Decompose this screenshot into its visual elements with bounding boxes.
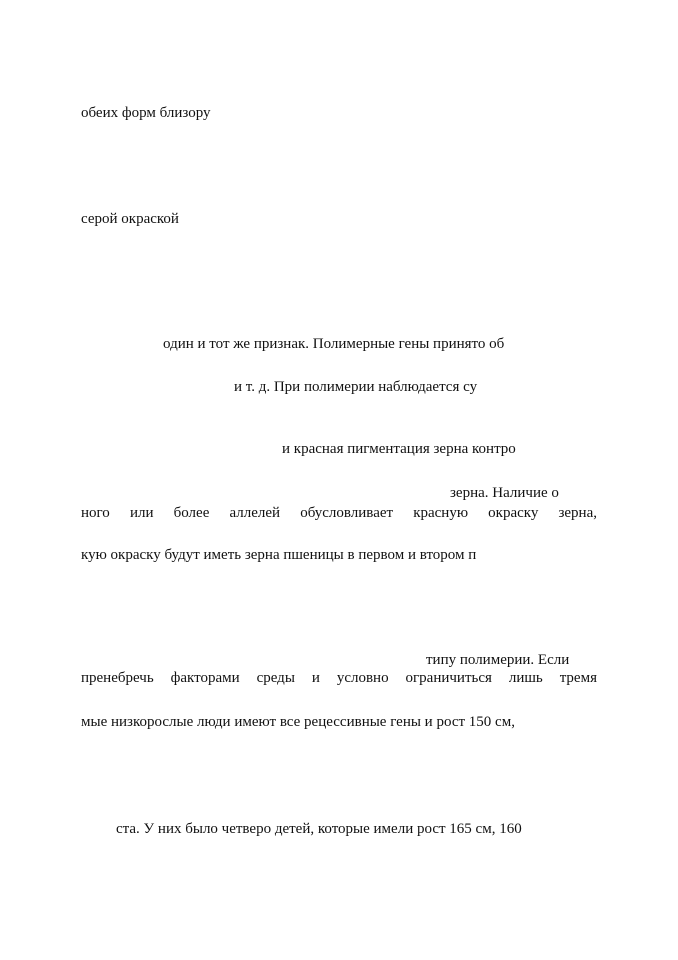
text-line: и красная пигментация зерна контро [282,441,516,457]
text-line: мые низкорослые люди имеют все рецессивные гены и рост 150 см, [81,714,515,730]
text-line: ста. У них было четверо детей, которые имели рост 165 см, 160 [116,821,522,837]
text-line: типу полимерии. Если [426,652,570,668]
text-line: зерна. Наличие о [450,485,559,501]
text-line: обеих форм близору [81,105,211,121]
text-line: серой окраской [81,211,179,227]
text-line: пренебречь факторами среды и условно ограничиться лишь тремя [81,670,597,686]
text-line: и т. д. При полимерии наблюдается су [234,379,478,395]
text-line: ного или более аллелей обусловливает красную окраску зерна, [81,505,597,521]
text-line: кую окраску будут иметь зерна пшеницы в первом и втором п [81,547,477,563]
text-line: один и тот же признак. Полимерные гены принято об [163,336,505,352]
